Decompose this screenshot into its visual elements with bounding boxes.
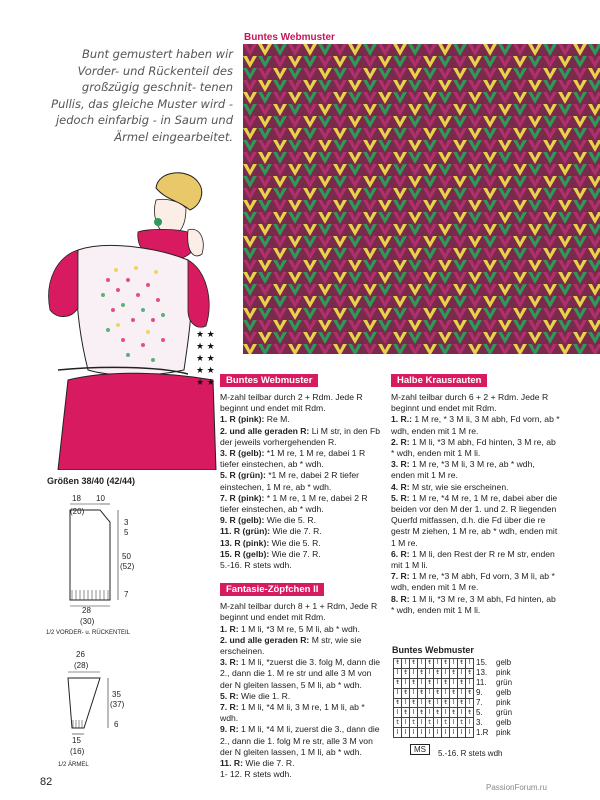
chart-row-labels <box>476 658 512 738</box>
section-body-krausrauten <box>391 392 561 616</box>
chart-row-number: 11. <box>476 678 487 687</box>
chart-row-color: pink <box>496 668 511 677</box>
chart-cell: ŧ <box>450 668 458 678</box>
chart-cell: ŧ <box>458 678 466 688</box>
chart-cell: ŧ <box>410 678 418 688</box>
chart-row-color: gelb <box>496 688 512 697</box>
section-title-zoepfchen: Fantasie-Zöpfchen II <box>220 583 324 596</box>
chart-row-label <box>476 658 512 668</box>
chart-cell: l <box>394 688 402 698</box>
section-body-zoepfchen <box>220 601 380 780</box>
dim-r2: 5 <box>124 528 129 537</box>
chart-cell: t <box>410 718 418 728</box>
instruction-line <box>220 549 380 560</box>
chart-cell: l <box>418 698 426 708</box>
chart-cell: ŧ <box>402 688 410 698</box>
dim-top-a2: (20) <box>70 507 85 516</box>
chart-cell: l <box>426 668 434 678</box>
page-number: 82 <box>40 776 53 788</box>
chart-cell: l <box>450 678 458 688</box>
chart-cell: l <box>450 659 458 669</box>
chart-cell: l <box>450 698 458 708</box>
sleeve-schematic <box>60 648 170 778</box>
chart-cell: ŧ <box>450 708 458 718</box>
difficulty-stars: ★ ★ ★ ★ ★ ★ ★ ★ ★ ★ <box>196 329 215 387</box>
chart-cell: ŧ <box>458 659 466 669</box>
chart-cell: l <box>426 688 434 698</box>
instruction-text: *1 M re, 1 M re, dabei 1 R tiefer einstechen, ab * wdh. <box>220 448 366 470</box>
dim-h1: 50 <box>122 552 131 561</box>
chart-cell: ŧ <box>410 659 418 669</box>
chart-cell: l <box>442 688 450 698</box>
chart-cell: l <box>466 678 474 688</box>
chart-cell: l <box>458 708 466 718</box>
instruction-row-label: 5. R: <box>391 492 410 503</box>
instruction-row-label: 7. R (pink): <box>220 492 265 503</box>
instruction-text: 1 M li, *4 M li, 3 M re, 1 M li, ab * wdh. <box>220 702 365 724</box>
instruction-line <box>391 549 561 571</box>
instruction-row-label: 3. R: <box>391 459 410 470</box>
chart-cell: l <box>458 688 466 698</box>
chart-cell: l <box>434 698 442 708</box>
chart-row-number: 1.R <box>476 728 489 737</box>
instruction-row-label: 5. R: <box>220 690 239 701</box>
instruction-line <box>220 538 380 549</box>
chart-cell: l <box>410 708 418 718</box>
chart-row-color: pink <box>496 698 511 707</box>
instructions-column-right <box>391 370 561 616</box>
chart-cell: l <box>442 668 450 678</box>
chart-cell: l <box>394 708 402 718</box>
instruction-row-label: 1. R: <box>220 623 239 634</box>
sleeve-h2: (37) <box>110 700 125 709</box>
chart-cell: l <box>466 728 474 738</box>
chart-repeat: 5.-16. R stets wdh <box>438 749 503 758</box>
dim-w2: (30) <box>80 617 95 626</box>
instruction-text: M-zahl teilbar durch 6 + 2 + Rdm. Jede R beginnt und endet mit Rdm. <box>391 392 549 414</box>
instruction-row-label: 8. R: <box>391 593 410 604</box>
instruction-text: 5.-16. R stets wdh. <box>220 560 292 571</box>
instruction-row-label: 3. R (gelb): <box>220 448 265 459</box>
sleeve-t2: (28) <box>74 661 89 670</box>
instruction-line <box>220 560 380 571</box>
instruction-row-label: 4. R: <box>391 481 410 492</box>
instruction-text: 1 M re, *4 M re, 1 M re, dabei aber die beiden vor den M der 1. und 2. R liegenden Querfd mitfassen, d.h. die Fd über die re gestr M ziehen, 1 M re, ab * wdh, enden mit 1 M re. <box>391 492 558 548</box>
chart-row-number: 3. <box>476 718 483 727</box>
instruction-text: 1 M li, *4 M li, zuerst die 3., dann die 2., dann die 1. folg M re str, alle 3 M von der N gleiten lassen, 1 M li, ab * wdh. <box>220 724 380 757</box>
instruction-text: Wie die 5. R. <box>269 537 321 548</box>
intro-text: Bunt gemustert haben wir Vorder- und Rückenteil des großzügig geschnit- tenen Pullis, das gleiche Muster wird - jedoch einfarbig - in Saum und Ärmel eingearbeitet. <box>51 47 233 144</box>
chart-row-label <box>476 678 512 688</box>
instruction-row-label: 7. R: <box>391 571 410 582</box>
instruction-line <box>220 657 380 691</box>
dim-h3: 7 <box>124 590 129 599</box>
instruction-line <box>220 724 380 758</box>
sleeve-h3: 6 <box>114 720 119 729</box>
ms-label: MS <box>410 744 430 755</box>
chart-cell: ŧ <box>450 688 458 698</box>
footer-site: PassionForum.ru <box>486 783 547 792</box>
chart-cell: l <box>410 728 418 738</box>
chart-cell: l <box>434 728 442 738</box>
chart-cell: ŧ <box>402 668 410 678</box>
chart-row-label <box>476 708 512 718</box>
sleeve-caption: 1/2 ÄRMEL <box>58 762 89 768</box>
chart-cell: l <box>434 659 442 669</box>
chart-cell: ŧ <box>426 698 434 708</box>
dim-w1: 28 <box>82 606 91 615</box>
chart-cell: t <box>458 718 466 728</box>
instruction-text: 1 M li, *3 M abh, Fd hinten, 3 M re, ab * wdh, enden mit 1 M li. <box>391 436 556 459</box>
instruction-line <box>220 392 380 414</box>
instruction-line <box>220 758 380 769</box>
instruction-row-label: 2. und alle geraden R: <box>220 425 310 436</box>
chart-cell: l <box>466 659 474 669</box>
sizes-title: Größen 38/40 (42/44) <box>47 476 136 486</box>
chart-row-label <box>476 688 512 698</box>
chart-row-color: grün <box>496 708 513 717</box>
body-schematic <box>46 490 170 640</box>
instruction-line <box>220 448 380 470</box>
instruction-row-label: 15. R (gelb): <box>220 548 270 559</box>
photo-title: Buntes Webmuster <box>244 32 335 43</box>
chart-cell: l <box>466 718 474 728</box>
chart-cell: ŧ <box>466 688 474 698</box>
chart-cell: l <box>410 668 418 678</box>
knit-chart <box>393 658 512 738</box>
instruction-row-label: 9. R (gelb): <box>220 515 265 526</box>
instruction-line <box>220 769 380 780</box>
instruction-text: *1 M re, dabei 2 R tiefer einstechen, 1 M re, ab * wdh. <box>220 470 359 492</box>
instruction-row-label: 9. R: <box>220 724 239 735</box>
chart-cell: l <box>402 718 410 728</box>
chart-cell: ŧ <box>418 668 426 678</box>
instruction-line <box>391 571 561 593</box>
instruction-line <box>391 414 561 436</box>
chart-cell: l <box>442 708 450 718</box>
chart-cell: l <box>394 728 402 738</box>
instruction-text: M str, wie sie erscheinen. <box>409 481 509 492</box>
instruction-text: 1 M li, *3 M re, 5 M li, ab * wdh. <box>238 623 360 634</box>
instruction-text: 1 M li, den Rest der R re M str, enden mit 1 M li. <box>391 548 555 571</box>
instruction-line <box>391 493 561 549</box>
instruction-row-label: 2. R: <box>391 436 410 447</box>
chart-title: Buntes Webmuster <box>392 645 474 655</box>
instruction-row-label: 5. R (grün): <box>220 470 266 481</box>
instruction-line <box>220 601 380 623</box>
instruction-text: M-zahl teilbar durch 2 + Rdm. Jede R beginnt und endet mit Rdm. <box>220 392 363 414</box>
chart-cell: ŧ <box>434 668 442 678</box>
chart-row-label <box>476 698 512 708</box>
instruction-row-label: 11. R: <box>220 758 243 769</box>
instruction-text: 1 M re, *3 M li, 3 M re, ab * wdh, enden mit 1 M re. <box>391 459 535 481</box>
chart-cell: t <box>394 718 402 728</box>
chart-row-number: 5. <box>476 708 483 717</box>
instruction-line <box>391 459 561 481</box>
chart-row-number: 13. <box>476 668 488 677</box>
instruction-text: Re M. <box>264 414 290 425</box>
instruction-line <box>391 392 561 414</box>
instruction-line <box>220 624 380 635</box>
dim-r1: 3 <box>124 518 129 527</box>
chart-cell: l <box>402 659 410 669</box>
instruction-line <box>220 702 380 724</box>
instruction-row-label: 7. R: <box>220 702 239 713</box>
instructions-column-left <box>220 370 380 781</box>
section-title-krausrauten: Halbe Krausrauten <box>391 374 487 387</box>
chart-cell: l <box>402 698 410 708</box>
instruction-row-label: 6. R: <box>391 548 410 559</box>
chart-cell: ŧ <box>466 668 474 678</box>
instruction-text: Li M str, in den Fb der jeweils vorhergehenden R. <box>220 425 381 447</box>
chart-cell: l <box>458 668 466 678</box>
chart-cell: l <box>418 718 426 728</box>
section-body-buntes <box>220 392 380 571</box>
chart-row-label <box>476 728 512 738</box>
chart-cell: l <box>418 728 426 738</box>
chart-cell: ŧ <box>466 708 474 718</box>
instruction-text: 1 M re, *3 M abh, Fd vorn, 3 M li, ab * wdh, enden mit 1 M re. <box>391 571 555 593</box>
chart-cell: ŧ <box>434 688 442 698</box>
chart-cell: t <box>442 718 450 728</box>
chart-cell: ŧ <box>418 688 426 698</box>
knit-pattern-photo <box>243 44 600 354</box>
chart-cell: ŧ <box>442 659 450 669</box>
chart-row-number: 7. <box>476 698 483 707</box>
sleeve-w1: 15 <box>72 736 81 745</box>
instruction-text: Wie die 7. R. <box>269 548 321 559</box>
chart-cell: ŧ <box>418 708 426 718</box>
instruction-row-label: 13. R (pink): <box>220 537 270 548</box>
chart-cell: l <box>450 728 458 738</box>
chart-cell: ŧ <box>410 698 418 708</box>
instruction-text: Wie die 1. R. <box>238 690 291 701</box>
section-title-buntes: Buntes Webmuster <box>220 374 318 387</box>
instruction-row-label: 1. R (pink): <box>220 414 265 425</box>
instruction-text: 1 M re, * 3 M li, 3 M abh, Fd vorn, ab * wdh, enden mit 1 M re. <box>391 414 560 436</box>
instruction-text: M-zahl teilbar durch 8 + 1 + Rdm, Jede R beginnt und endet mit Rdm. <box>220 601 378 623</box>
instruction-text: M str, wie sie erscheinen. <box>220 634 362 657</box>
instruction-line <box>220 493 380 515</box>
dim-top-a: 18 <box>72 494 81 503</box>
chart-cell: ŧ <box>402 708 410 718</box>
chart-cell: ŧ <box>442 678 450 688</box>
instruction-line <box>391 437 561 459</box>
chart-cell: l <box>458 728 466 738</box>
instruction-line <box>220 526 380 537</box>
chart-cell: l <box>434 718 442 728</box>
chart-cell: l <box>442 728 450 738</box>
instruction-row-label: 1. R.: <box>391 414 413 425</box>
chart-row-color: gelb <box>496 718 512 727</box>
chart-cell: l <box>410 688 418 698</box>
chart-row-number: 9. <box>476 688 483 697</box>
chart-cell: ŧ <box>442 698 450 708</box>
instruction-row-label: 3. R: <box>220 657 239 668</box>
instruction-line <box>220 515 380 526</box>
instruction-text: Wie die 5. R. <box>264 515 316 526</box>
instruction-line <box>220 426 380 448</box>
sleeve-h1: 35 <box>112 690 121 699</box>
instruction-line <box>220 635 380 657</box>
instruction-text: 1 M li, *zuerst die 3. folg M, dann die 2., dann die 1. M re str und alle 3 M von der N gleiten lassen, 5 M li, ab * wdh. <box>220 657 381 690</box>
chart-row-color: gelb <box>496 658 512 667</box>
instruction-text: 1 M li, *3 M re, 3 M abh, Fd hinten, ab * wdh, enden mit 1 M li. <box>391 593 556 615</box>
sleeve-w2: (16) <box>70 747 85 756</box>
chart-cell: l <box>418 678 426 688</box>
instruction-line <box>220 470 380 492</box>
instruction-text: 1- 12. R stets wdh. <box>220 769 292 780</box>
chart-cell: l <box>426 728 434 738</box>
chart-cell: l <box>402 678 410 688</box>
chart-cell: ŧ <box>394 678 402 688</box>
chart-cell: t <box>426 718 434 728</box>
chart-row-color: pink <box>496 728 511 737</box>
chart-cell: l <box>466 698 474 708</box>
body-caption: 1/2 VORDER- u. RÜCKENTEIL <box>46 630 131 636</box>
instruction-text: Wie die 7. R. <box>242 758 295 769</box>
chart-cell: l <box>426 708 434 718</box>
chart-row-label <box>476 718 512 728</box>
chart-cell: ŧ <box>426 678 434 688</box>
chart-cell: ŧ <box>434 708 442 718</box>
dim-h2: (52) <box>120 562 135 571</box>
chart-cell: l <box>418 659 426 669</box>
fashion-illustration <box>38 170 218 470</box>
dim-top-b: 10 <box>96 494 105 503</box>
chart-cell: l <box>394 668 402 678</box>
instruction-row-label: 11. R (grün): <box>220 526 271 537</box>
instruction-line <box>220 414 380 425</box>
chart-grid <box>393 658 474 738</box>
instruction-text: * 1 M re, 1 M re, dabei 2 R tiefer einstechen, ab * wdh. <box>220 492 368 515</box>
instruction-text: Wie die 7. R. <box>270 526 322 537</box>
instruction-line <box>391 482 561 493</box>
chart-cell: ŧ <box>458 698 466 708</box>
chart-row-color: grün <box>496 678 513 687</box>
chart-cell: ŧ <box>394 698 402 708</box>
instruction-line <box>391 594 561 616</box>
chart-cell: ŧ <box>394 659 402 669</box>
chart-cell: l <box>434 678 442 688</box>
chart-cell: l <box>450 718 458 728</box>
chart-cell: ŧ <box>426 659 434 669</box>
instruction-line <box>220 691 380 702</box>
chart-cell: l <box>402 728 410 738</box>
chart-row-number: 15. <box>476 658 488 667</box>
chart-row-label <box>476 668 512 678</box>
instruction-row-label: 2. und alle geraden R: <box>220 634 310 645</box>
sleeve-t1: 26 <box>76 650 85 659</box>
